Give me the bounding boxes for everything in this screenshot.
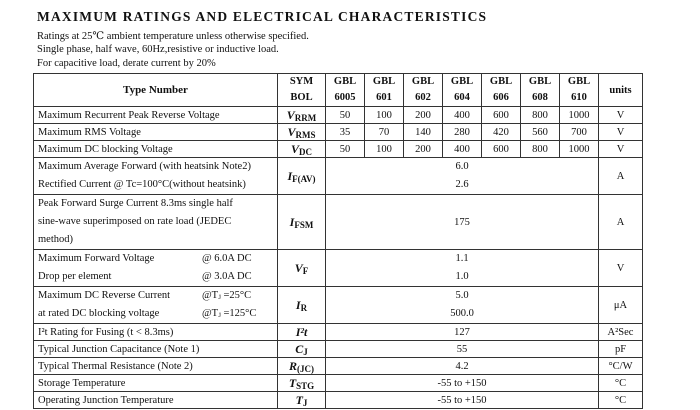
row-symbol: $I_{FSM}$ (278, 195, 326, 250)
value-cell: 70 (365, 124, 404, 141)
row-symbol: I²t (278, 324, 326, 341)
unit-cell: A (599, 158, 643, 195)
table-row (34, 250, 643, 287)
value-cell: 200 (404, 141, 443, 158)
note-ratings: Ratings at 25℃ ambient temperature unless otherwise specified. (37, 31, 309, 42)
value-cell: 127 (326, 324, 599, 341)
row-symbol: $C_J$ (278, 341, 326, 358)
row-label: Typical Junction Capacitance (Note 1) (34, 341, 278, 358)
unit-cell: °C (599, 375, 643, 392)
table-row (34, 141, 643, 158)
part-header-gbl610: GBL 610 (560, 74, 599, 107)
part-header-gbl6005: GBL 6005 (326, 74, 365, 107)
row-label: Typical Thermal Resistance (Note 2) (34, 358, 278, 375)
value-cell: 400 (443, 107, 482, 124)
table-row (34, 392, 643, 409)
symbol-header: SYM BOL (278, 74, 326, 107)
row-label: Storage Temperature (34, 375, 278, 392)
value-cell: 50 (326, 107, 365, 124)
value-cell: 4.2 (326, 358, 599, 375)
row-symbol: $T_{STG}$ (278, 375, 326, 392)
header-row (34, 74, 643, 107)
row-label: Maximum DC blocking Voltage (34, 141, 278, 158)
value-cell: -55 to +150 (326, 392, 599, 409)
row-label: Maximum DC Reverse Current @Tⱼ =25°C at rated DC blocking voltage @Tⱼ =125°C (34, 287, 278, 324)
value-cell: 1000 (560, 107, 599, 124)
value-cell: 1.1 1.0 (326, 250, 599, 287)
value-cell: 400 (443, 141, 482, 158)
row-symbol: $V_{RRM}$ (278, 107, 326, 124)
unit-cell: V (599, 107, 643, 124)
unit-cell: V (599, 141, 643, 158)
value-cell: 5.0 500.0 (326, 287, 599, 324)
part-header-gbl602: GBL 602 (404, 74, 443, 107)
value-cell: 100 (365, 141, 404, 158)
row-label: Maximum RMS Voltage (34, 124, 278, 141)
value-cell: 800 (521, 107, 560, 124)
row-label: Maximum Forward Voltage @ 6.0A DC Drop per element @ 3.0A DC (34, 250, 278, 287)
table-row (34, 324, 643, 341)
table-row (34, 124, 643, 141)
table-row (34, 375, 643, 392)
value-cell: 700 (560, 124, 599, 141)
unit-cell: V (599, 124, 643, 141)
row-symbol: $V_F$ (278, 250, 326, 287)
value-cell: -55 to +150 (326, 375, 599, 392)
part-header-gbl601: GBL 601 (365, 74, 404, 107)
table-row (34, 107, 643, 124)
value-cell: 200 (404, 107, 443, 124)
value-cell: 420 (482, 124, 521, 141)
page-title: MAXIMUM RATINGS AND ELECTRICAL CHARACTERISTICS (37, 9, 488, 24)
unit-cell: A (599, 195, 643, 250)
table-row (34, 358, 643, 375)
row-symbol: $I_R$ (278, 287, 326, 324)
value-cell: 6.0 2.6 (326, 158, 599, 195)
table-row (34, 195, 643, 250)
table-row (34, 341, 643, 358)
row-label: I²t Rating for Fusing (t < 8.3ms) (34, 324, 278, 341)
unit-cell: °C/W (599, 358, 643, 375)
value-cell: 1000 (560, 141, 599, 158)
note-phase: Single phase, half wave, 60Hz,resistive or inductive load. (37, 44, 279, 55)
value-cell: 800 (521, 141, 560, 158)
units-header: units (599, 74, 643, 107)
unit-cell: A²Sec (599, 324, 643, 341)
unit-cell: °C (599, 392, 643, 409)
row-symbol: $V_{RMS}$ (278, 124, 326, 141)
value-cell: 560 (521, 124, 560, 141)
row-symbol: $V_{DC}$ (278, 141, 326, 158)
row-symbol: $T_J$ (278, 392, 326, 409)
value-cell: 100 (365, 107, 404, 124)
value-cell: 35 (326, 124, 365, 141)
unit-cell: μA (599, 287, 643, 324)
type-number-header: Type Number (34, 74, 278, 107)
value-cell: 140 (404, 124, 443, 141)
row-label: Operating Junction Temperature (34, 392, 278, 409)
part-header-gbl606: GBL 606 (482, 74, 521, 107)
table-row (34, 287, 643, 324)
part-header-gbl604: GBL 604 (443, 74, 482, 107)
row-symbol: $R_{(JC)}$ (278, 358, 326, 375)
row-label: Maximum Average Forward (with heatsink Note2) Rectified Current @ Tc=100°C(without heatsink) (34, 158, 278, 195)
row-symbol: $I_{F(AV)}$ (278, 158, 326, 195)
row-label: Maximum Recurrent Peak Reverse Voltage (34, 107, 278, 124)
value-cell: 50 (326, 141, 365, 158)
table-row (34, 158, 643, 195)
ratings-table (33, 73, 643, 409)
note-capacitive: For capacitive load, derate current by 20% (37, 58, 216, 69)
unit-cell: pF (599, 341, 643, 358)
value-cell: 55 (326, 341, 599, 358)
value-cell: 600 (482, 107, 521, 124)
unit-cell: V (599, 250, 643, 287)
value-cell: 175 (326, 195, 599, 250)
value-cell: 600 (482, 141, 521, 158)
value-cell: 280 (443, 124, 482, 141)
row-label: Peak Forward Surge Current 8.3ms single half sine-wave superimposed on rate load (JEDEC method) (34, 195, 278, 250)
part-header-gbl608: GBL 608 (521, 74, 560, 107)
